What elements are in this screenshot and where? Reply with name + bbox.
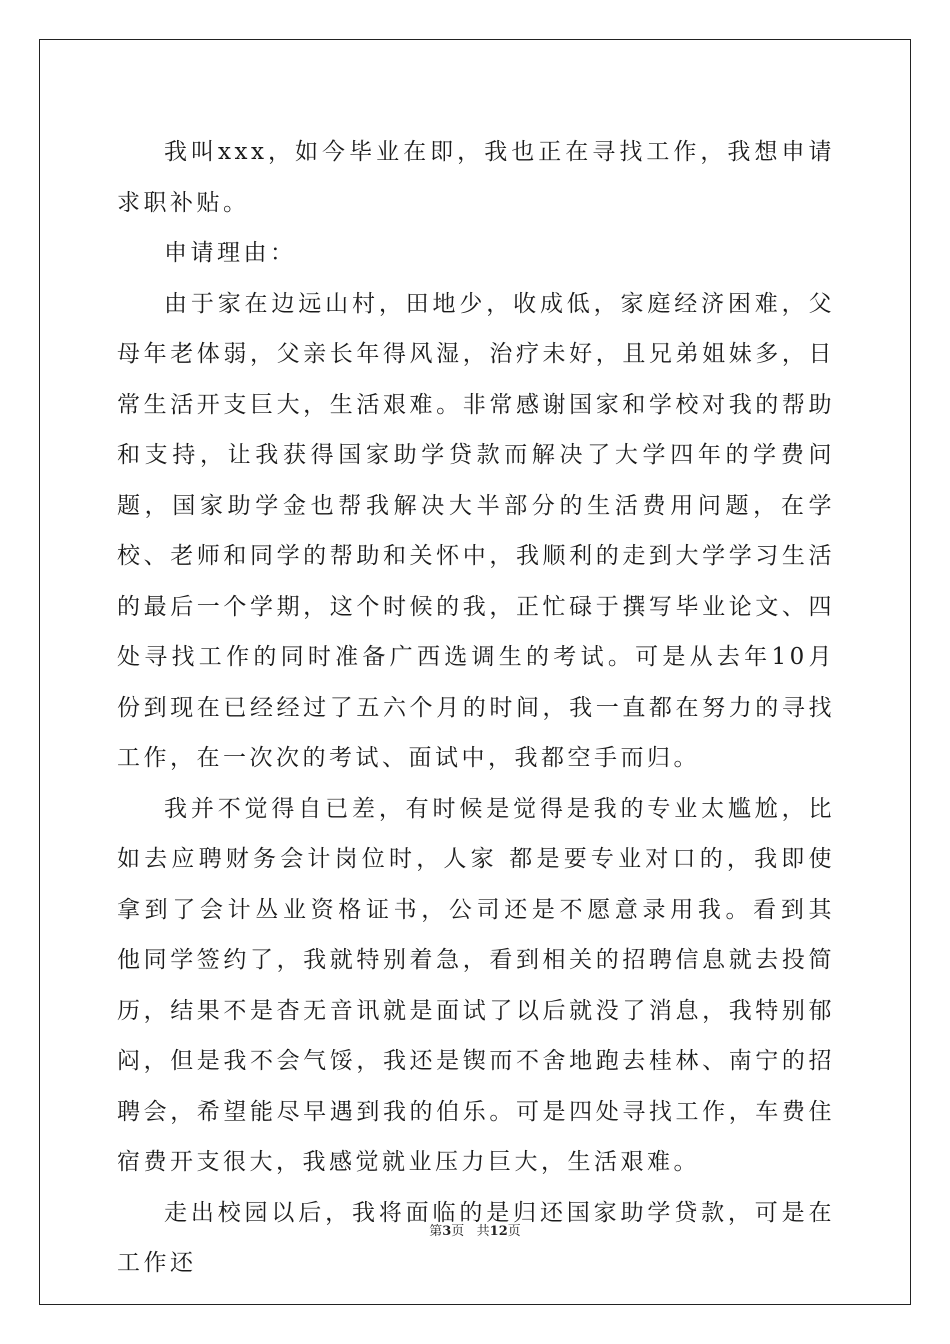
footer-prefix: 第 [429,1224,443,1239]
paragraph-reason-heading: 申请理由： [164,240,297,266]
document-body [117,127,835,1289]
paragraph-family-situation: 由于家在边远山村，田地少，收成低，家庭经济困难，父母年老体弱，父亲长年得风湿，治疗未好，且兄弟姐妹多，日常生活开支巨大，生活艰难。非常感谢国家和学校对我的帮助和支持，让我获得国家助学贷款而解决了大学四年的学费问题，国家助学金也帮我解决大半部分的生活费用问题，在学校、老师和同学的帮助和关怀中，我顺利的走到大学学习生活的最后一个学期，这个时候的我，正忙碌于撰写毕业论文、四处寻找工作的同时准备广西选调生的考试。可是从去年10月份到现在已经经过了五六个月的时间，我一直都在努力的寻找工作，在一次次的考试、面试中，我都空手而归。 [117,290,835,771]
page-footer [0,1220,950,1239]
footer-suffix: 页 [507,1224,521,1239]
paragraph-intro: 我叫xxx，如今毕业在即，我也正在寻找工作，我想申请求职补贴。 [117,139,835,216]
paragraph-loan-repayment: 走出校园以后，我将面临的是归还国家助学贷款，可是在工作还 [117,1199,835,1276]
footer-current-page: 3 [442,1224,452,1239]
footer-middle: 页 共 [451,1224,490,1239]
footer-total-pages: 12 [489,1224,508,1239]
paragraph-job-search: 我并不觉得自已差，有时候是觉得是我的专业太尴尬，比如去应聘财务会计岗位时，人家 都是要专业对口的，我即使拿到了会计丛业资格证书，公司还是不愿意录用我。看到其 他同学签约了，我就特别着急，看到相关的招聘信息就去投简历，结果不是杳无音讯就是面试了以后就没了消息，我特别郁闷，但是我不会气馁，我还是锲而不舍地跑去桂林、南宁的招聘会，希望能尽早遇到我的伯乐。可是四处寻找工作，车费住宿费开支很大，我感觉就业压力巨大，生活艰难。 [117,795,835,1175]
